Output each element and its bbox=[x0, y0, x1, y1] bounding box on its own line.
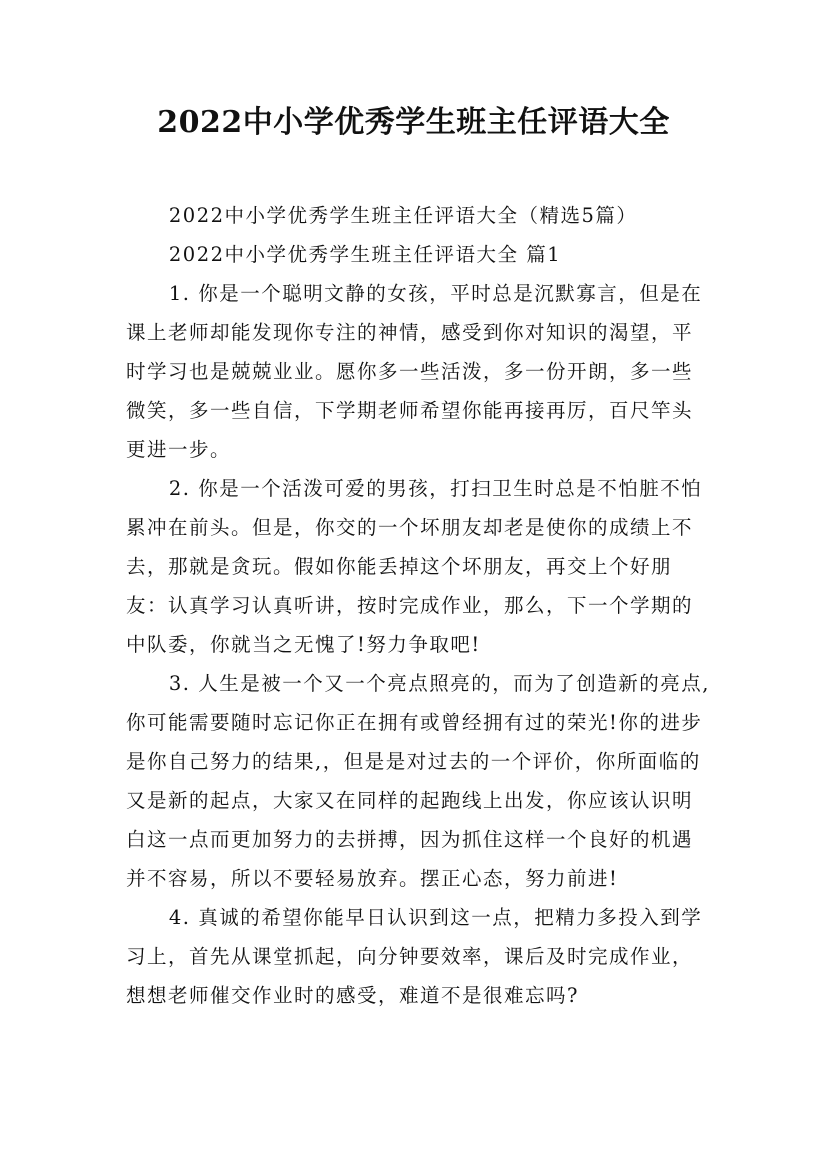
comment-paragraph-4: 4. 真诚的希望你能早日认识到这一点，把精力多投入到学习上，首先从课堂抓起，向分钟要效率，课后及时完成作业，想想老师催交作业时的感受，难道不是很难忘吗? bbox=[126, 906, 703, 1007]
document-body bbox=[126, 196, 710, 1015]
intro-line: 2022中小学优秀学生班主任评语大全（精选5篇） bbox=[168, 204, 638, 227]
comment-paragraph-1: 1. 你是一个聪明文静的女孩，平时总是沉默寡言，但是在课上老师却能发现你专注的神情，感受到你对知识的渴望，平时学习也是兢兢业业。愿你多一些活泼，多一份开朗，多一些微笑，多一些自信，下学期老师希望你能再接再厉，百尺竿头更进一步。 bbox=[126, 282, 703, 461]
document-title: 2022中小学优秀学生班主任评语大全 bbox=[157, 105, 670, 140]
section-heading: 2022中小学优秀学生班主任评语大全 篇1 bbox=[168, 243, 562, 266]
comment-paragraph-2: 2. 你是一个活泼可爱的男孩，打扫卫生时总是不怕脏不怕累冲在前头。但是，你交的一个坏朋友却老是使你的成绩上不去，那就是贪玩。假如你能丢掉这个坏朋友，再交上个好朋友：认真学习认真听讲，按时完成作业，那么，下一个学期的中队委，你就当之无愧了!努力争取吧! bbox=[126, 477, 703, 656]
comment-paragraph-3: 3. 人生是被一个又一个亮点照亮的，而为了创造新的亮点,你可能需要随时忘记你正在拥有或曾经拥有过的荣光!你的进步是你自己努力的结果,，但是是对过去的一个评价，你所面临的又是新的起点，大家又在同样的起跑线上出发，你应该认识明白这一点而更加努力的去拼搏，因为抓住这样一个良好的机遇并不容易，所以不要轻易放弃。摆正心态，努力前进! bbox=[126, 672, 710, 890]
